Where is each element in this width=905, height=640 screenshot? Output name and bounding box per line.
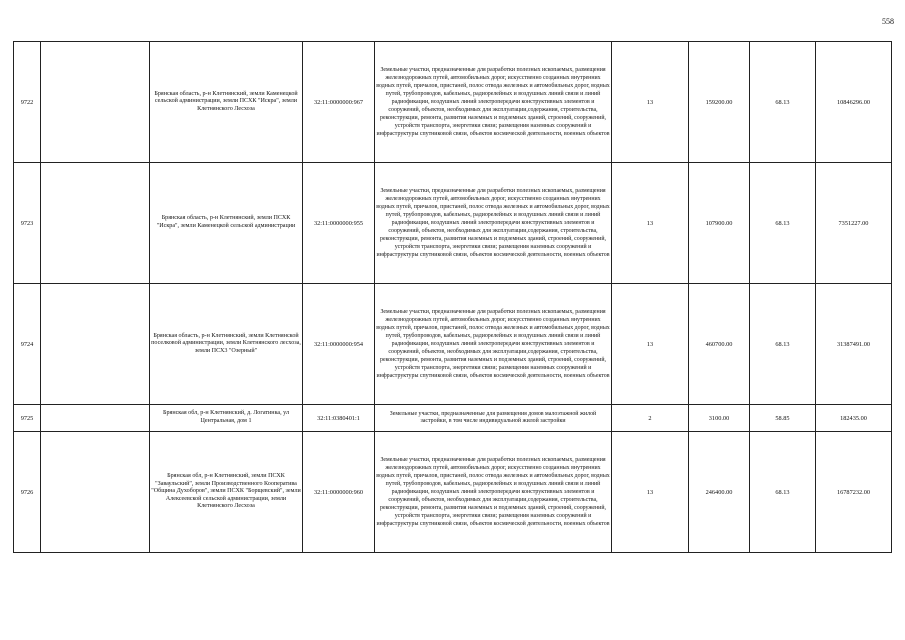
- land-plot-table: [13, 41, 892, 553]
- table-row: [14, 432, 892, 553]
- table-row: [14, 42, 892, 163]
- cadastral-value-cell: 31387491.00: [816, 284, 892, 405]
- blank-cell: [41, 432, 150, 553]
- use-code-cell: 2: [612, 405, 689, 432]
- cadastral-number-cell: 32:11:0000000:960: [303, 432, 375, 553]
- rate-cell: 68.13: [750, 432, 816, 553]
- cadastral-number-cell: 32:11:0380401:1: [303, 405, 375, 432]
- rate-cell: 58.85: [750, 405, 816, 432]
- table-row: [14, 405, 892, 432]
- address-cell: Брянская область, р-н Клетнянский, земли Клетнянской поселковой администрации, земли Клетнянского лесхоза, земли ПСХ3 "Озерный": [150, 284, 303, 405]
- cadastral-number-cell: 32:11:0000000:967: [303, 42, 375, 163]
- cadastral-value-cell: 10846296.00: [816, 42, 892, 163]
- blank-cell: [41, 405, 150, 432]
- permitted-use-cell: Земельные участки, предназначенные для разработки полезных ископаемых, размещения железнодорожных путей, автомобильных дорог, искусственно созданных внутренних водных путей, причалов, пристаней, полос отвода железных и автомобильных дорог, водных путей, трубопроводов, кабельных, радиорелейных и воздушных линий связи и линий радиофикации, воздушных линий электропередачи конструктивных элементов и сооружений, объектов, необходимых для эксплуатации,содержания, строительства, реконструкции, ремонта, развития наземных и подземных зданий, строений, сооружений, устройств транспорта, энергетики связи; размещения наземных сооружений и инфраструктуры спутниковой связи, объектов космической деятельности, военных объектов: [375, 432, 612, 553]
- cadastral-number-cell: 32:11:0000000:954: [303, 284, 375, 405]
- cadastral-value-cell: 182435.00: [816, 405, 892, 432]
- blank-cell: [41, 284, 150, 405]
- area-cell: 3100.00: [689, 405, 750, 432]
- rate-cell: 68.13: [750, 284, 816, 405]
- area-cell: 159200.00: [689, 42, 750, 163]
- area-cell: 246400.00: [689, 432, 750, 553]
- cadastral-number-cell: 32:11:0000000:955: [303, 163, 375, 284]
- permitted-use-cell: Земельные участки, предназначенные для размещения домов малоэтажной жилой застройки, в том числе индивидуальной жилой застройки: [375, 405, 612, 432]
- permitted-use-cell: Земельные участки, предназначенные для разработки полезных ископаемых, размещения железнодорожных путей, автомобильных дорог, искусственно созданных внутренних водных путей, причалов, пристаней, полос отвода железных и автомобильных дорог, водных путей, трубопроводов, кабельных, радиорелейных и воздушных линий связи и линий радиофикации, воздушных линий электропередачи конструктивных элементов и сооружений, объектов, необходимых для эксплуатации,содержания, строительства, реконструкции, ремонта, развития наземных и подземных зданий, строений, сооружений, устройств транспорта, энергетики связи; размещения наземных сооружений и инфраструктуры спутниковой связи, объектов космической деятельности, военных объектов: [375, 42, 612, 163]
- area-cell: 460700.00: [689, 284, 750, 405]
- area-cell: 107900.00: [689, 163, 750, 284]
- row-number: 9726: [14, 432, 41, 553]
- row-number: 9723: [14, 163, 41, 284]
- use-code-cell: 13: [612, 432, 689, 553]
- address-cell: Брянская область, р-н Клетнянский, земли Каменецкой сельской администрации, земли ПСХК "Искра", земли Клетнянского Лесхоза: [150, 42, 303, 163]
- use-code-cell: 13: [612, 42, 689, 163]
- permitted-use-cell: Земельные участки, предназначенные для разработки полезных ископаемых, размещения железнодорожных путей, автомобильных дорог, искусственно созданных внутренних водных путей, причалов, пристаней, полос отвода железных и автомобильных дорог, водных путей, трубопроводов, кабельных, радиорелейных и воздушных линий связи и линий радиофикации, воздушных линий электропередачи конструктивных элементов и сооружений, объектов, необходимых для эксплуатации,содержания, строительства, реконструкции, ремонта, развития наземных и подземных зданий, строений, сооружений, устройств транспорта, энергетики связи; размещения наземных сооружений и инфраструктуры спутниковой связи, объектов космической деятельности, военных объектов: [375, 284, 612, 405]
- address-cell: Брянская область, р-н Клетнянский, земли ПСХК "Искра", земли Каменецкой сельской администрации: [150, 163, 303, 284]
- cadastral-value-cell: 16787232.00: [816, 432, 892, 553]
- rate-cell: 68.13: [750, 42, 816, 163]
- table-row: [14, 284, 892, 405]
- row-number: 9722: [14, 42, 41, 163]
- rate-cell: 68.13: [750, 163, 816, 284]
- use-code-cell: 13: [612, 163, 689, 284]
- address-cell: Брянская обл, р-н Клетнянский, земли ПСХК "Заваульский", земли Производственного Кооператива "Община Духоборов", земли ПСХК "Борщевский", земли Алексеевской сельской администрации, земли Клетнянского Лесхоза: [150, 432, 303, 553]
- row-number: 9724: [14, 284, 41, 405]
- cadastral-value-cell: 7351227.00: [816, 163, 892, 284]
- blank-cell: [41, 42, 150, 163]
- blank-cell: [41, 163, 150, 284]
- address-cell: Брянская обл, р-н Клетнянский, д. Логатинка, ул Центральная, дом 1: [150, 405, 303, 432]
- page-number: 558: [882, 17, 894, 26]
- permitted-use-cell: Земельные участки, предназначенные для разработки полезных ископаемых, размещения железнодорожных путей, автомобильных дорог, искусственно созданных внутренних водных путей, причалов, пристаней, полос отвода железных и автомобильных дорог, водных путей, трубопроводов, кабельных, радиорелейных и воздушных линий связи и линий радиофикации, воздушных линий электропередачи конструктивных элементов и сооружений, объектов, необходимых для эксплуатации,содержания, строительства, реконструкции, ремонта, развития наземных и подземных зданий, строений, сооружений, устройств транспорта, энергетики связи; размещения наземных сооружений и инфраструктуры спутниковой связи, объектов космической деятельности, военных объектов: [375, 163, 612, 284]
- table-row: [14, 163, 892, 284]
- use-code-cell: 13: [612, 284, 689, 405]
- row-number: 9725: [14, 405, 41, 432]
